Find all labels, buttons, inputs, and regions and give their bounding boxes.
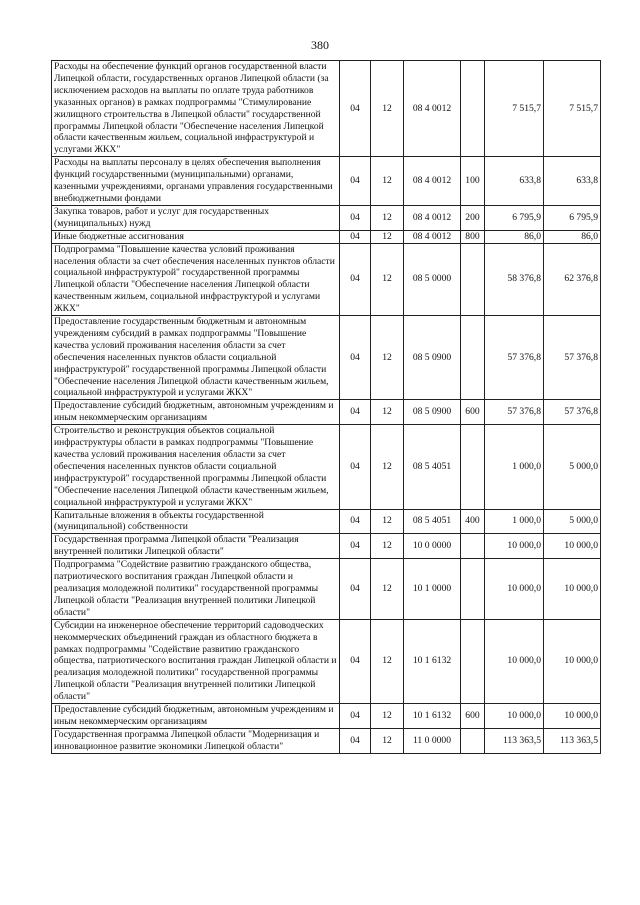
description-cell: Закупка товаров, работ и услуг для государственных (муниципальных) нужд: [52, 205, 340, 230]
target-article-cell: 10 1 0000: [404, 559, 461, 620]
description-cell: Подпрограмма "Повышение качества условий проживания населения области за счет обеспечения населенных пунктов области социальной инфраструктурой" государственной программы Липецкой области "Обеспечение населения Липецкой области качественным жильем, социальной инфраструктурой и услугами ЖКХ": [52, 243, 340, 315]
amount-year1-cell: 113 363,5: [485, 728, 544, 753]
section-cell: 04: [340, 425, 371, 509]
expense-type-cell: [461, 316, 485, 400]
amount-year1-cell: 86,0: [485, 230, 544, 243]
subsection-cell: 12: [371, 243, 404, 315]
description-cell: Иные бюджетные ассигнования: [52, 230, 340, 243]
subsection-cell: 12: [371, 704, 404, 729]
amount-year1-cell: 633,8: [485, 157, 544, 206]
expense-type-cell: 200: [461, 205, 485, 230]
expense-type-cell: [461, 534, 485, 559]
expense-type-cell: [461, 619, 485, 703]
target-article-cell: 10 1 6132: [404, 704, 461, 729]
table-row: [52, 157, 601, 206]
description-cell: Субсидии на инженерное обеспечение территорий садоводческих некоммерческих объединений граждан из областного бюджета в рамках подпрограммы "Содействие развитию гражданского общества, патриотического воспитания граждан Липецкой области и реализация молодежной политики" государственной программы Липецкой области "Реализация внутренней политики Липецкой области": [52, 619, 340, 703]
table-row: [52, 704, 601, 729]
target-article-cell: 11 0 0000: [404, 728, 461, 753]
amount-year2-cell: 633,8: [544, 157, 601, 206]
description-cell: Государственная программа Липецкой области "Реализация внутренней политики Липецкой области": [52, 534, 340, 559]
target-article-cell: 08 4 0012: [404, 230, 461, 243]
amount-year2-cell: 5 000,0: [544, 509, 601, 534]
target-article-cell: 08 4 0012: [404, 61, 461, 157]
section-cell: 04: [340, 400, 371, 425]
target-article-cell: 10 1 6132: [404, 619, 461, 703]
amount-year2-cell: 57 376,8: [544, 400, 601, 425]
amount-year1-cell: 58 376,8: [485, 243, 544, 315]
amount-year1-cell: 57 376,8: [485, 400, 544, 425]
table-row: [52, 61, 601, 157]
amount-year1-cell: 1 000,0: [485, 509, 544, 534]
target-article-cell: 08 4 0012: [404, 157, 461, 206]
expense-type-cell: [461, 425, 485, 509]
target-article-cell: 10 0 0000: [404, 534, 461, 559]
subsection-cell: 12: [371, 157, 404, 206]
description-cell: Государственная программа Липецкой области "Модернизация и инновационное развитие экономики Липецкой области": [52, 728, 340, 753]
subsection-cell: 12: [371, 619, 404, 703]
target-article-cell: 08 5 0900: [404, 316, 461, 400]
section-cell: 04: [340, 619, 371, 703]
expense-type-cell: [461, 559, 485, 620]
amount-year2-cell: 57 376,8: [544, 316, 601, 400]
expense-type-cell: [461, 243, 485, 315]
amount-year2-cell: 10 000,0: [544, 619, 601, 703]
description-cell: Предоставление государственным бюджетным и автономным учреждениям субсидий в рамках подпрограммы "Повышение качества условий проживания населения области за счет обеспечения населенных пунктов области социальной инфраструктурой" государственной программы Липецкой области "Обеспечение населения Липецкой области качественным жильем, социальной инфраструктурой и услугами ЖКХ": [52, 316, 340, 400]
amount-year2-cell: 7 515,7: [544, 61, 601, 157]
subsection-cell: 12: [371, 728, 404, 753]
section-cell: 04: [340, 205, 371, 230]
section-cell: 04: [340, 316, 371, 400]
subsection-cell: 12: [371, 559, 404, 620]
amount-year1-cell: 10 000,0: [485, 704, 544, 729]
section-cell: 04: [340, 509, 371, 534]
target-article-cell: 08 4 0012: [404, 205, 461, 230]
table-row: [52, 400, 601, 425]
table-row: [52, 316, 601, 400]
budget-table: [51, 60, 601, 754]
amount-year1-cell: 10 000,0: [485, 619, 544, 703]
subsection-cell: 12: [371, 425, 404, 509]
description-cell: Строительство и реконструкция объектов социальной инфраструктуры области в рамках подпрограммы "Повышение качества условий проживания населения области за счет обеспечения населенных пунктов области социальной инфраструктурой" государственной программы Липецкой области "Обеспечение населения Липецкой области качественным жильем, социальной инфраструктурой и услугами ЖКХ": [52, 425, 340, 509]
amount-year2-cell: 62 376,8: [544, 243, 601, 315]
subsection-cell: 12: [371, 534, 404, 559]
section-cell: 04: [340, 534, 371, 559]
amount-year2-cell: 86,0: [544, 230, 601, 243]
subsection-cell: 12: [371, 509, 404, 534]
expense-type-cell: 600: [461, 400, 485, 425]
amount-year2-cell: 5 000,0: [544, 425, 601, 509]
table-row: [52, 243, 601, 315]
section-cell: 04: [340, 61, 371, 157]
amount-year1-cell: 1 000,0: [485, 425, 544, 509]
table-row: [52, 230, 601, 243]
table-row: [52, 534, 601, 559]
section-cell: 04: [340, 157, 371, 206]
description-cell: Расходы на выплаты персоналу в целях обеспечения выполнения функций государственными (муниципальными) органами, казенными учреждениями, органами управления государственными внебюджетными фондами: [52, 157, 340, 206]
expense-type-cell: 600: [461, 704, 485, 729]
amount-year2-cell: 6 795,9: [544, 205, 601, 230]
amount-year1-cell: 10 000,0: [485, 559, 544, 620]
target-article-cell: 08 5 4051: [404, 509, 461, 534]
amount-year2-cell: 10 000,0: [544, 704, 601, 729]
subsection-cell: 12: [371, 61, 404, 157]
amount-year2-cell: 113 363,5: [544, 728, 601, 753]
description-cell: Подпрограмма "Содействие развитию гражданского общества, патриотического воспитания граждан Липецкой области и реализация молодежной политики" государственной программы Липецкой области "Реализация внутренней политики Липецкой области": [52, 559, 340, 620]
table-row: [52, 728, 601, 753]
section-cell: 04: [340, 243, 371, 315]
description-cell: Расходы на обеспечение функций органов государственной власти Липецкой области, государственных органов Липецкой области (за исключением расходов на выплаты по оплате труда работников указанных органов) в рамках подпрограммы "Стимулирование жилищного строительства в Липецкой области" государственной программы Липецкой области "Обеспечение населения Липецкой области качественным жильем, социальной инфраструктурой и услугами ЖКХ": [52, 61, 340, 157]
target-article-cell: 08 5 4051: [404, 425, 461, 509]
description-cell: Предоставление субсидий бюджетным, автономным учреждениям и иным некоммерческим организациям: [52, 704, 340, 729]
amount-year1-cell: 6 795,9: [485, 205, 544, 230]
amount-year2-cell: 10 000,0: [544, 559, 601, 620]
page-number: 380: [311, 38, 329, 52]
table-row: [52, 205, 601, 230]
section-cell: 04: [340, 728, 371, 753]
description-cell: Капитальные вложения в объекты государственной (муниципальной) собственности: [52, 509, 340, 534]
amount-year2-cell: 10 000,0: [544, 534, 601, 559]
amount-year1-cell: 57 376,8: [485, 316, 544, 400]
table-row: [52, 559, 601, 620]
amount-year1-cell: 7 515,7: [485, 61, 544, 157]
target-article-cell: 08 5 0900: [404, 400, 461, 425]
expense-type-cell: 400: [461, 509, 485, 534]
section-cell: 04: [340, 559, 371, 620]
table-row: [52, 509, 601, 534]
expense-type-cell: [461, 61, 485, 157]
target-article-cell: 08 5 0000: [404, 243, 461, 315]
section-cell: 04: [340, 230, 371, 243]
amount-year1-cell: 10 000,0: [485, 534, 544, 559]
subsection-cell: 12: [371, 230, 404, 243]
subsection-cell: 12: [371, 205, 404, 230]
expense-type-cell: [461, 728, 485, 753]
section-cell: 04: [340, 704, 371, 729]
description-cell: Предоставление субсидий бюджетным, автономным учреждениям и иным некоммерческим организациям: [52, 400, 340, 425]
table-row: [52, 425, 601, 509]
subsection-cell: 12: [371, 400, 404, 425]
table-row: [52, 619, 601, 703]
expense-type-cell: 800: [461, 230, 485, 243]
subsection-cell: 12: [371, 316, 404, 400]
expense-type-cell: 100: [461, 157, 485, 206]
